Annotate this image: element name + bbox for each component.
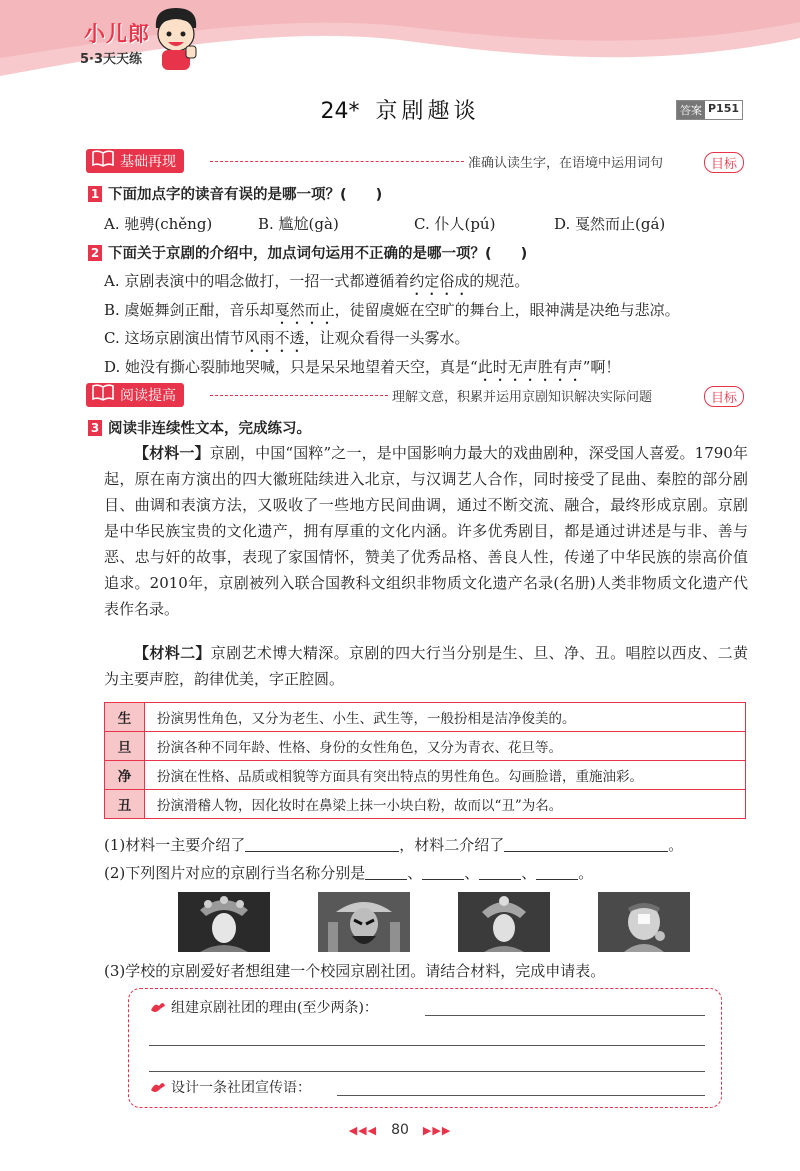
- question-3: [88, 417, 311, 438]
- question-stem: 下面加点字的读音有误的是哪一项？( ): [108, 187, 383, 203]
- book-icon: [92, 150, 114, 167]
- q2-option-d: [104, 356, 620, 385]
- role-name: 生: [105, 703, 145, 732]
- role-name: 旦: [105, 732, 145, 761]
- material-text: 京剧艺术博大精深。京剧的四大行当分别是生、旦、净、丑。唱腔以西皮、二黄为主要声腔，韵律优美，字正腔圆。: [104, 644, 748, 688]
- section-title: 阅读提高: [120, 388, 176, 404]
- role-name: 净: [105, 761, 145, 790]
- flower-icon: [149, 1080, 167, 1094]
- sub-question-text: 、: [521, 864, 537, 882]
- form-answer-line[interactable]: [337, 1095, 705, 1096]
- option-text: 的规范。: [469, 272, 530, 290]
- next-arrows-icon: ▶▶▶: [422, 1124, 452, 1137]
- option-emphasis: 风雨不透: [244, 329, 305, 347]
- form-answer-line[interactable]: [425, 1015, 705, 1016]
- goal-tag: 目标: [704, 152, 744, 173]
- sub-question-3: (3)学校的京剧爱好者想组建一个校园京剧社团。请结合材料，完成申请表。: [104, 962, 606, 980]
- page-number: 80: [391, 1122, 409, 1138]
- answer-blank[interactable]: [365, 866, 407, 880]
- table-row: [105, 790, 746, 819]
- question-number: 1: [88, 186, 102, 202]
- q2-option-a: [104, 270, 529, 299]
- answer-blank[interactable]: [245, 838, 399, 852]
- material-text: 京剧，中国“国粹”之一，是中国影响力最大的戏曲剧种，深受国人喜爱。1790年起，原在南方演出的四大徽班陆续进入北京，与汉调艺人合作，同时接受了昆曲、秦腔的部分剧目、曲调和表演方法，又吸收了一些地方民间曲调，通过不断交流、融合，最终形成京剧。京剧是中华民族宝贵的文化遗产，拥有厚重的文化内涵。许多优秀剧目，都是通过讲述是与非、善与恶、忠与奸的故事，表现了家国情怀，赞美了优秀品格、善良人性，传递了中华民族的崇高价值追求。2010年，京剧被列入联合国教科文组织非物质文化遗产名录(名册)人类非物质文化遗产代表作名录。: [104, 444, 748, 618]
- opera-photo-dan: [178, 892, 270, 952]
- option-text: ，徒留虞姬在空旷的舞台上，眼神满是决绝与悲凉。: [334, 301, 680, 319]
- sub-question-text: ，材料二介绍了: [399, 836, 505, 854]
- q1-option-d: D. 戛然而止(gá): [554, 215, 666, 233]
- answer-blank[interactable]: [422, 866, 464, 880]
- section-title: 基础再现: [120, 154, 176, 170]
- role-description: 扮演滑稽人物，因化妆时在鼻梁上抹一小块白粉，故而以“丑”为名。: [145, 790, 746, 819]
- question-number: 2: [88, 245, 102, 261]
- book-icon: [92, 384, 114, 401]
- table-row: [105, 703, 746, 732]
- section-goal: 准确认读生字，在语境中运用词句: [468, 156, 664, 171]
- sub-question-text: (2)下列图片对应的京剧行当名称分别是: [104, 864, 366, 882]
- sub-question-1: [104, 834, 683, 855]
- question-number: 3: [88, 420, 102, 436]
- goal-tag: 目标: [704, 386, 744, 407]
- question-stem: 阅读非连续性文本，完成练习。: [108, 421, 311, 437]
- sub-question-text: 。: [578, 864, 594, 882]
- option-text: C. 这场京剧演出情节: [104, 329, 245, 347]
- role-description: 扮演男性角色，又分为老生、小生、武生等，一般扮相是洁净俊美的。: [145, 703, 746, 732]
- question-2: [88, 242, 527, 263]
- material-1: [104, 440, 748, 622]
- question-stem: 下面关于京剧的介绍中，加点词句运用不正确的是哪一项？( ): [108, 246, 528, 262]
- lesson-title-text: 京剧趣谈: [375, 99, 480, 124]
- form-row-slogan: [149, 1077, 311, 1097]
- option-text: B. 虞姬舞剑正酣，音乐却: [104, 301, 275, 319]
- material-2: [104, 640, 748, 692]
- opera-photo-jing: [318, 892, 410, 952]
- form-row-reason: [149, 997, 378, 1017]
- brand-subtitle: 5·3天天练: [80, 52, 143, 67]
- option-text: ，让观众看得一头雾水。: [304, 329, 470, 347]
- sub-question-2: [104, 862, 593, 883]
- mascot-icon: [150, 6, 202, 72]
- flower-icon: [149, 1000, 167, 1014]
- option-text: A. 京剧表演中的唱念做打，一招一式都遵循着: [104, 272, 410, 290]
- q1-option-a: A. 驰骋(chěng): [104, 215, 213, 233]
- q1-option-c: C. 仆人(pú): [414, 215, 496, 233]
- table-row: [105, 761, 746, 790]
- answer-blank[interactable]: [504, 838, 668, 852]
- form-answer-line[interactable]: [149, 1045, 705, 1046]
- answer-label: 答案: [677, 101, 705, 119]
- section-title-pill: [86, 149, 184, 173]
- question-1: [88, 183, 382, 204]
- option-emphasis: 此时无声胜有声: [477, 358, 583, 376]
- sub-question-text: (1)材料一主要介绍了: [104, 836, 246, 854]
- sub-question-text: 。: [668, 836, 684, 854]
- sub-question-text: 、: [407, 864, 423, 882]
- q2-option-b: [104, 299, 680, 328]
- section-header-reading: [86, 384, 184, 406]
- answer-blank[interactable]: [479, 866, 521, 880]
- material-label: 【材料一】: [134, 444, 210, 462]
- answer-page: P151: [708, 102, 740, 115]
- option-text: D. 她没有撕心裂肺地哭喊，只是呆呆地望着天空，真是“: [104, 358, 478, 376]
- option-emphasis: 约定俗成: [409, 272, 470, 290]
- section-header-basic: [86, 150, 184, 172]
- page-footer: [0, 1122, 800, 1138]
- role-description: 扮演在性格、品质或相貌等方面具有突出特点的男性角色。勾画脸谱，重施油彩。: [145, 761, 746, 790]
- table-row: [105, 732, 746, 761]
- roles-table: [104, 702, 746, 819]
- material-label: 【材料二】: [134, 644, 211, 662]
- section-goal: 理解文意，积累并运用京剧知识解决实际问题: [392, 390, 653, 405]
- q1-option-b: B. 尴尬(gà): [258, 215, 339, 233]
- opera-photo-chou: [598, 892, 690, 952]
- prev-arrows-icon: ◀◀◀: [348, 1124, 378, 1137]
- option-text: ”啊！: [582, 358, 621, 376]
- form-label: 组建京剧社团的理由(至少两条)：: [171, 1000, 378, 1016]
- section-divider: [210, 395, 388, 396]
- section-divider: [210, 161, 464, 162]
- opera-photo-sheng: [458, 892, 550, 952]
- option-emphasis: 戛然而止: [274, 301, 335, 319]
- role-description: 扮演各种不同年龄、性格、身份的女性角色，又分为青衣、花旦等。: [145, 732, 746, 761]
- q2-option-c: [104, 327, 470, 356]
- form-answer-line[interactable]: [149, 1071, 705, 1072]
- role-name: 丑: [105, 790, 145, 819]
- application-form: [128, 988, 722, 1108]
- lesson-number: 24*: [320, 99, 360, 124]
- sub-question-text: 、: [464, 864, 480, 882]
- section-title-pill: [86, 383, 184, 407]
- form-label: 设计一条社团宣传语：: [171, 1080, 311, 1096]
- brand-logo: 小儿郎: [84, 22, 150, 46]
- answer-page-tag: [676, 100, 743, 120]
- answer-blank[interactable]: [536, 866, 578, 880]
